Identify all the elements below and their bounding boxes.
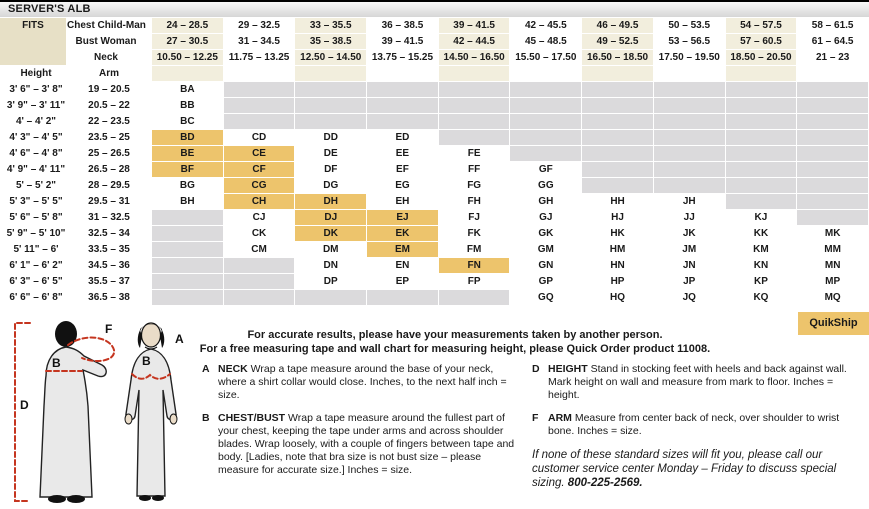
- fits-range-cell: 46 – 49.5: [582, 18, 654, 34]
- instruction-term: ARM: [548, 412, 572, 424]
- size-code-cell-FG: FG: [439, 178, 511, 194]
- size-code-cell-DE: DE: [295, 146, 367, 162]
- size-code-cell-EN: EN: [367, 258, 439, 274]
- size-code-cell-FN: FN: [439, 258, 511, 274]
- header-spacer-cell: [654, 66, 726, 82]
- fits-range-cell: 39 – 41.5: [439, 18, 511, 34]
- instruction-body: Stand in stocking feet with heels and back against wall. Mark height on wall and measure from mark to floor. Inches = height.: [548, 363, 847, 401]
- size-code-cell-GP: GP: [510, 274, 582, 290]
- empty-cell: [510, 130, 582, 146]
- diagram-label-d: D: [20, 398, 29, 412]
- empty-cell: [582, 146, 654, 162]
- instruction-height: [532, 363, 862, 402]
- header-spacer-cell: [152, 66, 224, 82]
- fits-range-cell: 29 – 32.5: [224, 18, 296, 34]
- empty-cell: [224, 82, 296, 98]
- empty-cell: [582, 82, 654, 98]
- special-sizing-note: [532, 448, 862, 490]
- size-code-cell-HP: HP: [582, 274, 654, 290]
- size-code-cell-BG: BG: [152, 178, 224, 194]
- size-code-cell-DH: DH: [295, 194, 367, 210]
- size-code-cell-EK: EK: [367, 226, 439, 242]
- size-code-cell-KQ: KQ: [726, 290, 798, 306]
- empty-cell: [224, 258, 296, 274]
- fits-range-cell: 13.75 – 15.25: [367, 50, 439, 66]
- fits-range-cell: 10.50 – 12.25: [152, 50, 224, 66]
- size-code-cell-FE: FE: [439, 146, 511, 162]
- size-code-cell-EJ: EJ: [367, 210, 439, 226]
- size-code-cell-DM: DM: [295, 242, 367, 258]
- header-spacer-cell: [510, 66, 582, 82]
- height-range-cell: 5' 3" – 5' 5": [0, 194, 67, 210]
- size-code-cell-MM: MM: [797, 242, 869, 258]
- size-code-cell-GK: GK: [510, 226, 582, 242]
- empty-cell: [367, 82, 439, 98]
- header-spacer-cell: [797, 66, 869, 82]
- size-code-cell-JN: JN: [654, 258, 726, 274]
- size-code-cell-HH: HH: [582, 194, 654, 210]
- instruction-letter: F: [532, 412, 539, 424]
- empty-cell: [654, 82, 726, 98]
- arm-range-cell: 31 – 32.5: [67, 210, 152, 226]
- fits-row-label: Chest Child-Man: [67, 18, 152, 34]
- header-spacer-cell: [367, 66, 439, 82]
- size-code-cell-EE: EE: [367, 146, 439, 162]
- empty-cell: [152, 274, 224, 290]
- empty-cell: [582, 114, 654, 130]
- size-code-cell-JH: JH: [654, 194, 726, 210]
- fits-range-cell: 42 – 45.5: [510, 18, 582, 34]
- fits-range-cell: 61 – 64.5: [797, 34, 869, 50]
- height-range-cell: 4' – 4' 2": [0, 114, 67, 130]
- empty-cell: [654, 130, 726, 146]
- size-code-cell-DP: DP: [295, 274, 367, 290]
- height-measure-line: [15, 323, 30, 501]
- size-code-cell-JP: JP: [654, 274, 726, 290]
- arm-range-cell: 22 – 23.5: [67, 114, 152, 130]
- instruction-chest-bust: [202, 412, 524, 477]
- size-code-cell-GN: GN: [510, 258, 582, 274]
- size-code-cell-CD: CD: [224, 130, 296, 146]
- height-range-cell: 5' – 5' 2": [0, 178, 67, 194]
- arm-column-header: Arm: [67, 66, 152, 82]
- instruction-body: Wrap a tape measure around the base of your neck, where a shirt collar would close. Inches, to the next half inch = size.: [218, 363, 507, 401]
- size-code-cell-GF: GF: [510, 162, 582, 178]
- alb-figure-back: [40, 321, 106, 503]
- fits-range-cell: 15.50 – 17.50: [510, 50, 582, 66]
- fits-range-cell: 49 – 52.5: [582, 34, 654, 50]
- size-code-cell-EG: EG: [367, 178, 439, 194]
- page-title: SERVER'S ALB: [0, 0, 869, 17]
- empty-cell: [726, 178, 798, 194]
- size-code-cell-DJ: DJ: [295, 210, 367, 226]
- empty-cell: [726, 146, 798, 162]
- header-spacer-cell: [295, 66, 367, 82]
- empty-cell: [797, 194, 869, 210]
- fits-range-cell: 57 – 60.5: [726, 34, 798, 50]
- instruction-arm: [532, 412, 862, 438]
- size-code-cell-EH: EH: [367, 194, 439, 210]
- size-code-cell-BE: BE: [152, 146, 224, 162]
- size-code-cell-BB: BB: [152, 98, 224, 114]
- size-code-cell-FH: FH: [439, 194, 511, 210]
- instruction-body: Wrap a tape measure around the fullest part of your chest, keeping the tape under arms and across shoulder blades. Wrap loosely, with a couple of fingers between tape and body. [Ladies, note that bra size is not bust size – please measure for accurate size.] Inches = size.: [218, 412, 515, 476]
- height-range-cell: 5' 11" – 6': [0, 242, 67, 258]
- arm-range-cell: 32.5 – 34: [67, 226, 152, 242]
- fits-range-cell: 39 – 41.5: [367, 34, 439, 50]
- header-spacer-cell: [439, 66, 511, 82]
- diagram-label-b-front: B: [142, 354, 151, 368]
- arm-range-cell: 26.5 – 28: [67, 162, 152, 178]
- size-code-cell-KM: KM: [726, 242, 798, 258]
- size-code-cell-CE: CE: [224, 146, 296, 162]
- instruction-body: Measure from center back of neck, over shoulder to wrist bone. Inches = size.: [548, 412, 840, 437]
- empty-cell: [152, 226, 224, 242]
- size-code-cell-KN: KN: [726, 258, 798, 274]
- empty-cell: [654, 98, 726, 114]
- fits-range-cell: 24 – 28.5: [152, 18, 224, 34]
- empty-cell: [224, 274, 296, 290]
- fits-range-cell: 18.50 – 20.50: [726, 50, 798, 66]
- height-range-cell: 6' 6" – 6' 8": [0, 290, 67, 306]
- size-code-cell-MP: MP: [797, 274, 869, 290]
- arm-range-cell: 19 – 20.5: [67, 82, 152, 98]
- instruction-text: [548, 363, 862, 402]
- size-code-cell-CK: CK: [224, 226, 296, 242]
- size-code-cell-JM: JM: [654, 242, 726, 258]
- arm-range-cell: 35.5 – 37: [67, 274, 152, 290]
- empty-cell: [224, 290, 296, 306]
- size-code-cell-GM: GM: [510, 242, 582, 258]
- size-code-cell-CM: CM: [224, 242, 296, 258]
- empty-cell: [654, 162, 726, 178]
- fits-range-cell: 36 – 38.5: [367, 18, 439, 34]
- empty-cell: [439, 114, 511, 130]
- empty-cell: [582, 162, 654, 178]
- arm-range-cell: 20.5 – 22: [67, 98, 152, 114]
- instructions-left-column: [202, 363, 524, 487]
- empty-cell: [510, 82, 582, 98]
- arm-range-cell: 28 – 29.5: [67, 178, 152, 194]
- empty-cell: [654, 114, 726, 130]
- empty-cell: [726, 82, 798, 98]
- size-code-cell-BF: BF: [152, 162, 224, 178]
- empty-cell: [797, 210, 869, 226]
- empty-cell: [510, 114, 582, 130]
- size-code-cell-FJ: FJ: [439, 210, 511, 226]
- instructions-right-column: [532, 363, 862, 490]
- size-code-cell-ED: ED: [367, 130, 439, 146]
- empty-cell: [654, 178, 726, 194]
- size-code-cell-GG: GG: [510, 178, 582, 194]
- empty-cell: [295, 98, 367, 114]
- empty-cell: [439, 290, 511, 306]
- fits-range-cell: 58 – 61.5: [797, 18, 869, 34]
- arm-range-cell: 36.5 – 38: [67, 290, 152, 306]
- empty-cell: [726, 114, 798, 130]
- size-code-cell-DG: DG: [295, 178, 367, 194]
- empty-cell: [797, 178, 869, 194]
- size-code-cell-CG: CG: [224, 178, 296, 194]
- empty-cell: [797, 146, 869, 162]
- empty-cell: [510, 98, 582, 114]
- size-code-cell-FP: FP: [439, 274, 511, 290]
- empty-cell: [224, 114, 296, 130]
- size-code-cell-HQ: HQ: [582, 290, 654, 306]
- alb-figure-front: [125, 323, 177, 501]
- height-range-cell: 6' 1" – 6' 2": [0, 258, 67, 274]
- height-range-cell: 5' 6" – 5' 8": [0, 210, 67, 226]
- size-code-cell-MQ: MQ: [797, 290, 869, 306]
- fits-range-cell: 33 – 35.5: [295, 18, 367, 34]
- fits-range-cell: 45 – 48.5: [510, 34, 582, 50]
- empty-cell: [224, 98, 296, 114]
- instruction-term: CHEST/BUST: [218, 412, 286, 424]
- size-chart-table: [0, 18, 869, 306]
- special-sizing-text: If none of these standard sizes will fit you, please call our customer service center Monday – Friday to discuss special sizing.: [532, 449, 837, 489]
- instruction-text: [548, 412, 862, 438]
- empty-cell: [295, 290, 367, 306]
- fits-range-cell: 50 – 53.5: [654, 18, 726, 34]
- empty-cell: [582, 98, 654, 114]
- empty-cell: [797, 98, 869, 114]
- empty-cell: [439, 98, 511, 114]
- fits-range-cell: 12.50 – 14.50: [295, 50, 367, 66]
- size-code-cell-DN: DN: [295, 258, 367, 274]
- size-code-cell-HK: HK: [582, 226, 654, 242]
- arm-range-cell: 25 – 26.5: [67, 146, 152, 162]
- height-range-cell: 4' 6" – 4' 8": [0, 146, 67, 162]
- quikship-badge: QuikShip: [798, 312, 869, 335]
- size-code-cell-MN: MN: [797, 258, 869, 274]
- size-code-cell-BA: BA: [152, 82, 224, 98]
- empty-cell: [439, 130, 511, 146]
- empty-cell: [295, 114, 367, 130]
- arm-range-cell: 23.5 – 25: [67, 130, 152, 146]
- instruction-letter: A: [202, 363, 210, 375]
- fits-range-cell: 14.50 – 16.50: [439, 50, 511, 66]
- size-code-cell-HJ: HJ: [582, 210, 654, 226]
- size-code-cell-MK: MK: [797, 226, 869, 242]
- size-code-cell-FF: FF: [439, 162, 511, 178]
- empty-cell: [439, 82, 511, 98]
- arm-range-cell: 33.5 – 35: [67, 242, 152, 258]
- empty-cell: [295, 82, 367, 98]
- size-code-cell-KJ: KJ: [726, 210, 798, 226]
- empty-cell: [797, 114, 869, 130]
- instruction-text: [218, 412, 524, 477]
- size-code-cell-BH: BH: [152, 194, 224, 210]
- instruction-letter: B: [202, 412, 210, 424]
- size-code-cell-FM: FM: [439, 242, 511, 258]
- size-code-cell-GH: GH: [510, 194, 582, 210]
- height-range-cell: 5' 9" – 5' 10": [0, 226, 67, 242]
- size-code-cell-JK: JK: [654, 226, 726, 242]
- instruction-neck: [202, 363, 524, 402]
- instruction-text: [218, 363, 524, 402]
- empty-cell: [582, 178, 654, 194]
- fits-range-cell: 42 – 44.5: [439, 34, 511, 50]
- fits-range-cell: 11.75 – 13.25: [224, 50, 296, 66]
- height-range-cell: 3' 6" – 3' 8": [0, 82, 67, 98]
- empty-cell: [367, 98, 439, 114]
- size-code-cell-CH: CH: [224, 194, 296, 210]
- arm-range-cell: 34.5 – 36: [67, 258, 152, 274]
- empty-cell: [797, 162, 869, 178]
- size-code-cell-EP: EP: [367, 274, 439, 290]
- header-spacer-cell: [726, 66, 798, 82]
- empty-cell: [152, 290, 224, 306]
- fits-range-cell: 16.50 – 18.50: [582, 50, 654, 66]
- arm-range-cell: 29.5 – 31: [67, 194, 152, 210]
- size-code-cell-JJ: JJ: [654, 210, 726, 226]
- empty-cell: [726, 162, 798, 178]
- fits-range-cell: 35 – 38.5: [295, 34, 367, 50]
- fits-range-cell: 21 – 23: [797, 50, 869, 66]
- measurement-note-line1: For accurate results, please have your measurements taken by another person.: [247, 329, 663, 341]
- fits-range-cell: 54 – 57.5: [726, 18, 798, 34]
- size-code-cell-KK: KK: [726, 226, 798, 242]
- diagram-label-a: A: [175, 332, 184, 346]
- fits-row-label: Bust Woman: [67, 34, 152, 50]
- fits-range-cell: 31 – 34.5: [224, 34, 296, 50]
- instruction-term: HEIGHT: [548, 363, 588, 375]
- size-code-cell-HN: HN: [582, 258, 654, 274]
- empty-cell: [726, 194, 798, 210]
- fits-range-cell: 17.50 – 19.50: [654, 50, 726, 66]
- size-code-cell-GQ: GQ: [510, 290, 582, 306]
- size-code-cell-DF: DF: [295, 162, 367, 178]
- measurement-diagram: [4, 318, 199, 508]
- diagram-label-b-back: B: [52, 356, 61, 370]
- size-code-cell-CJ: CJ: [224, 210, 296, 226]
- empty-cell: [654, 146, 726, 162]
- size-code-cell-DK: DK: [295, 226, 367, 242]
- fits-row-label: Neck: [67, 50, 152, 66]
- header-spacer-cell: [224, 66, 296, 82]
- fits-range-cell: 53 – 56.5: [654, 34, 726, 50]
- size-code-cell-EM: EM: [367, 242, 439, 258]
- phone-number: 800-225-2569.: [567, 477, 643, 489]
- header-spacer-cell: [582, 66, 654, 82]
- height-column-header: Height: [0, 66, 67, 82]
- instruction-letter: D: [532, 363, 540, 375]
- measurement-note: [170, 328, 740, 356]
- height-range-cell: 6' 3" – 6' 5": [0, 274, 67, 290]
- fits-cell: FITS: [0, 18, 67, 66]
- empty-cell: [152, 242, 224, 258]
- size-code-cell-JQ: JQ: [654, 290, 726, 306]
- size-code-cell-HM: HM: [582, 242, 654, 258]
- size-code-cell-KP: KP: [726, 274, 798, 290]
- empty-cell: [797, 82, 869, 98]
- size-code-cell-BC: BC: [152, 114, 224, 130]
- empty-cell: [510, 146, 582, 162]
- empty-cell: [152, 210, 224, 226]
- size-code-cell-BD: BD: [152, 130, 224, 146]
- instruction-term: NECK: [218, 363, 248, 375]
- height-range-cell: 4' 9" – 4' 11": [0, 162, 67, 178]
- empty-cell: [367, 114, 439, 130]
- diagram-label-f: F: [105, 322, 113, 336]
- empty-cell: [797, 130, 869, 146]
- size-code-cell-CF: CF: [224, 162, 296, 178]
- height-range-cell: 4' 3" – 4' 5": [0, 130, 67, 146]
- empty-cell: [726, 130, 798, 146]
- height-range-cell: 3' 9" – 3' 11": [0, 98, 67, 114]
- fits-range-cell: 27 – 30.5: [152, 34, 224, 50]
- empty-cell: [367, 290, 439, 306]
- empty-cell: [152, 258, 224, 274]
- empty-cell: [582, 130, 654, 146]
- empty-cell: [726, 98, 798, 114]
- size-code-cell-FK: FK: [439, 226, 511, 242]
- size-code-cell-DD: DD: [295, 130, 367, 146]
- size-code-cell-EF: EF: [367, 162, 439, 178]
- size-code-cell-GJ: GJ: [510, 210, 582, 226]
- measurement-note-line2: For a free measuring tape and wall chart for measuring height, please Quick Order product 11008.: [199, 343, 711, 355]
